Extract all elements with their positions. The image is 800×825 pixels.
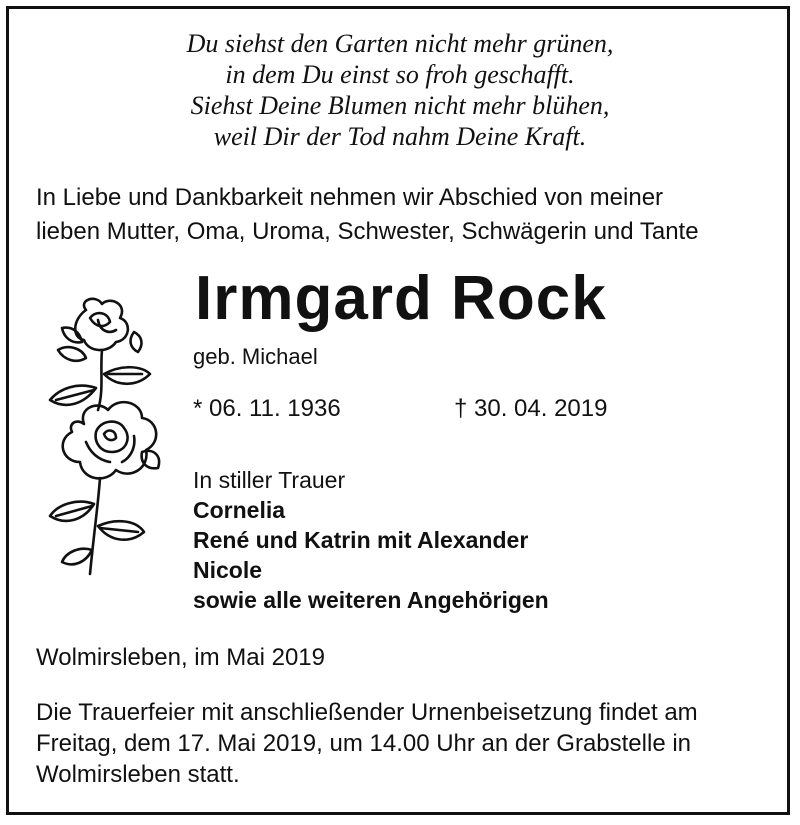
rose-icon [38,292,168,582]
death-date: † 30. 04. 2019 [454,395,608,422]
mourners-heading: In stiller Trauer [193,467,346,493]
mourner-name: Cornelia [193,497,286,523]
intro-line: lieben Mutter, Oma, Uroma, Schwester, Schwägerin und Tante [36,218,699,245]
poem-line: Du siehst den Garten nicht mehr grünen, [186,29,614,58]
place-date: Wolmirsleben, im Mai 2019 [36,644,325,671]
intro-text [36,181,776,249]
service-line: Freitag, dem 17. Mai 2019, um 14.00 Uhr an der Grabstelle in [36,730,692,757]
maiden-name: geb. Michael [193,344,318,369]
poem-line: in dem Du einst so froh geschafft. [225,60,575,89]
poem [0,28,800,152]
service-info [36,697,776,790]
birth-date: * 06. 11. 1936 [193,395,341,422]
poem-line: weil Dir der Tod nahm Deine Kraft. [213,122,587,151]
mourner-name: Nicole [193,557,263,583]
mourner-name: sowie alle weiteren Angehörigen [193,587,549,613]
mourners-block [193,465,549,615]
intro-line: In Liebe und Dankbarkeit nehmen wir Abschied von meiner [36,184,664,211]
poem-line: Siehst Deine Blumen nicht mehr blühen, [190,91,610,120]
service-line: Wolmirsleben statt. [36,761,240,788]
deceased-name: Irmgard Rock [195,264,607,333]
mourner-name: René und Katrin mit Alexander [193,527,529,553]
service-line: Die Trauerfeier mit anschließender Urnenbeisetzung findet am [36,699,698,726]
